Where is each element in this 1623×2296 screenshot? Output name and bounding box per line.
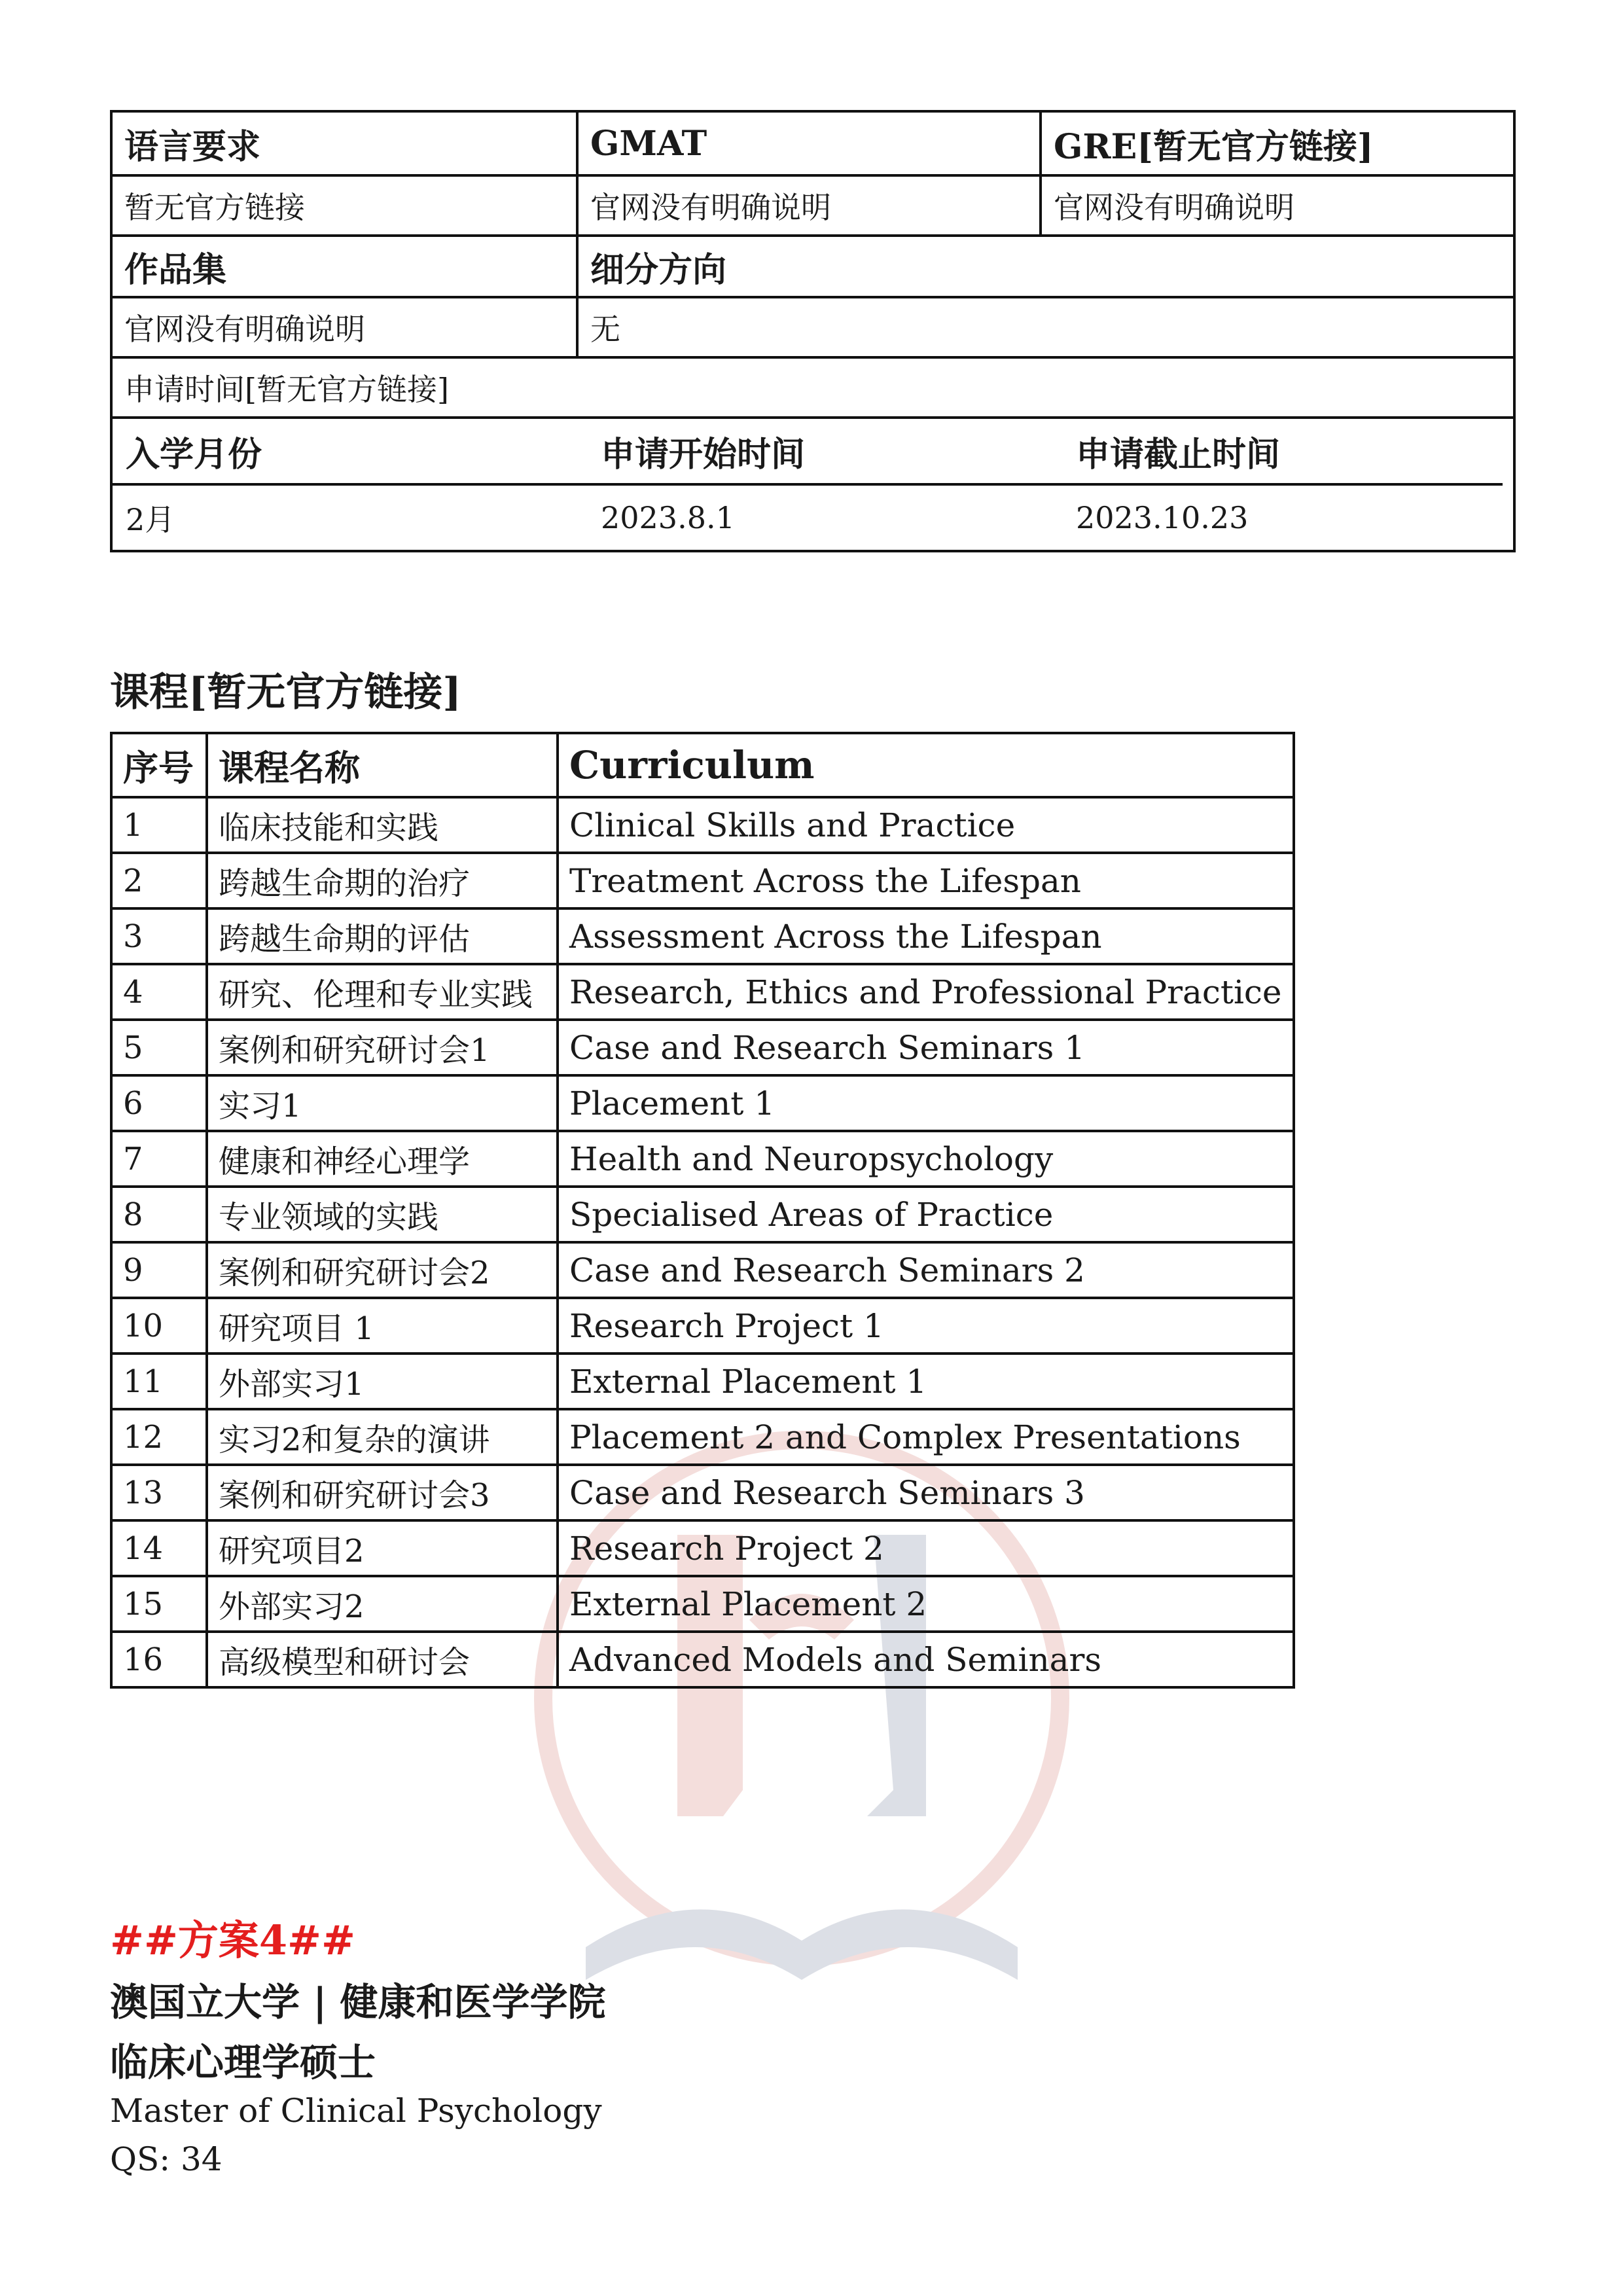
table-row [111, 1298, 1294, 1354]
table-row [111, 1242, 1294, 1298]
course-name-zh: 高级模型和研讨会 [207, 1632, 558, 1687]
course-name-en: Treatment Across the Lifespan [558, 853, 1294, 908]
course-number: 14 [111, 1520, 207, 1576]
course-name-zh: 健康和神经心理学 [207, 1131, 558, 1187]
course-name-zh: 实习2和复杂的演讲 [207, 1409, 558, 1465]
course-name-zh: 案例和研究研讨会3 [207, 1465, 558, 1520]
course-number: 3 [111, 908, 207, 964]
course-name-en: Specialised Areas of Practice [558, 1187, 1294, 1242]
university-faculty: 澳国立大学 | 健康和医学学院 [110, 1980, 606, 2024]
table-row [111, 1075, 1294, 1131]
intake-value-row [113, 486, 1503, 550]
portfolio-header: 作品集 [124, 249, 227, 290]
gmat-header: GMAT [576, 113, 1039, 174]
intake-header-row [113, 419, 1503, 486]
course-number: 6 [111, 1075, 207, 1131]
table-row [111, 853, 1294, 908]
course-name-zh: 研究项目2 [207, 1520, 558, 1576]
table-row [111, 1465, 1294, 1520]
table-row [111, 1354, 1294, 1409]
table-row [111, 1632, 1294, 1687]
course-name-en: External Placement 2 [558, 1576, 1294, 1632]
course-name-zh: 外部实习2 [207, 1576, 558, 1632]
course-name-en: Case and Research Seminars 3 [558, 1465, 1294, 1520]
course-name-en: Case and Research Seminars 2 [558, 1242, 1294, 1298]
course-number: 8 [111, 1187, 207, 1242]
table-row [111, 1131, 1294, 1187]
course-name-en: Research, Ethics and Professional Practice [558, 964, 1294, 1020]
course-number: 2 [111, 853, 207, 908]
table-row [111, 1576, 1294, 1632]
table-row [111, 1520, 1294, 1576]
course-number: 7 [111, 1131, 207, 1187]
info-header-row-2 [113, 234, 1513, 296]
curriculum-column-header: Curriculum [558, 733, 1294, 797]
intake-month-value: 2月 [126, 502, 175, 537]
table-row [111, 797, 1294, 853]
course-name-zh: 案例和研究研讨会1 [207, 1020, 558, 1075]
course-number: 5 [111, 1020, 207, 1075]
course-name-en: Research Project 1 [558, 1298, 1294, 1354]
course-name-zh: 案例和研究研讨会2 [207, 1242, 558, 1298]
curriculum-header-row [111, 733, 1294, 797]
info-value-row-2 [113, 296, 1513, 356]
course-name-zh: 外部实习1 [207, 1354, 558, 1409]
table-row [111, 1187, 1294, 1242]
course-number: 4 [111, 964, 207, 1020]
specialization-header: 细分方向 [576, 237, 1513, 296]
application-start-value: 2023.8.1 [601, 500, 735, 535]
course-name-en: Clinical Skills and Practice [558, 797, 1294, 853]
application-deadline-value: 2023.10.23 [1076, 500, 1249, 535]
degree-name-en: Master of Clinical Psychology [110, 2092, 602, 2130]
course-name-en: Placement 1 [558, 1075, 1294, 1131]
degree-name-zh: 临床心理学硕士 [110, 2040, 376, 2085]
plan-tag: ##方案4## [110, 1916, 355, 1964]
course-number: 12 [111, 1409, 207, 1465]
table-row [111, 1409, 1294, 1465]
course-name-en: Research Project 2 [558, 1520, 1294, 1576]
number-column-header: 序号 [111, 733, 207, 797]
course-number: 1 [111, 797, 207, 853]
table-row [111, 964, 1294, 1020]
gre-value: 官网没有明确说明 [1039, 177, 1513, 234]
course-number: 10 [111, 1298, 207, 1354]
course-number: 11 [111, 1354, 207, 1409]
portfolio-value: 官网没有明确说明 [124, 312, 365, 347]
table-row [111, 908, 1294, 964]
intake-month-header: 入学月份 [126, 434, 262, 475]
table-row [111, 1020, 1294, 1075]
course-section-title: 课程[暂无官方链接] [110, 670, 461, 715]
course-name-zh: 研究项目 1 [207, 1298, 558, 1354]
course-number: 13 [111, 1465, 207, 1520]
qs-ranking: QS: 34 [110, 2140, 223, 2178]
course-name-zh: 实习1 [207, 1075, 558, 1131]
application-start-header: 申请开始时间 [601, 434, 806, 475]
course-name-column-header: 课程名称 [207, 733, 558, 797]
gre-header: GRE[暂无官方链接] [1039, 113, 1513, 174]
course-number: 16 [111, 1632, 207, 1687]
course-name-zh: 跨越生命期的评估 [207, 908, 558, 964]
course-name-en: Assessment Across the Lifespan [558, 908, 1294, 964]
course-name-zh: 研究、伦理和专业实践 [207, 964, 558, 1020]
application-time-row [113, 356, 1513, 416]
course-name-en: Health and Neuropsychology [558, 1131, 1294, 1187]
intake-table [113, 416, 1513, 550]
course-name-zh: 临床技能和实践 [207, 797, 558, 853]
language-requirement-header: 语言要求 [124, 126, 261, 167]
course-name-en: Case and Research Seminars 1 [558, 1020, 1294, 1075]
info-value-row-1 [113, 174, 1513, 234]
application-time-label: 申请时间[暂无官方链接] [124, 372, 449, 407]
curriculum-table [110, 732, 1295, 1689]
course-number: 9 [111, 1242, 207, 1298]
info-header-row-1 [113, 113, 1513, 174]
course-name-zh: 专业领域的实践 [207, 1187, 558, 1242]
course-name-en: External Placement 1 [558, 1354, 1294, 1409]
course-number: 15 [111, 1576, 207, 1632]
application-deadline-header: 申请截止时间 [1076, 434, 1281, 475]
language-requirement-value: 暂无官方链接 [124, 190, 305, 225]
course-name-en: Placement 2 and Complex Presentations [558, 1409, 1294, 1465]
admission-info-table [110, 110, 1516, 552]
course-name-en: Advanced Models and Seminars [558, 1632, 1294, 1687]
course-name-zh: 跨越生命期的治疗 [207, 853, 558, 908]
specialization-value: 无 [576, 298, 1513, 356]
gmat-value: 官网没有明确说明 [576, 177, 1039, 234]
